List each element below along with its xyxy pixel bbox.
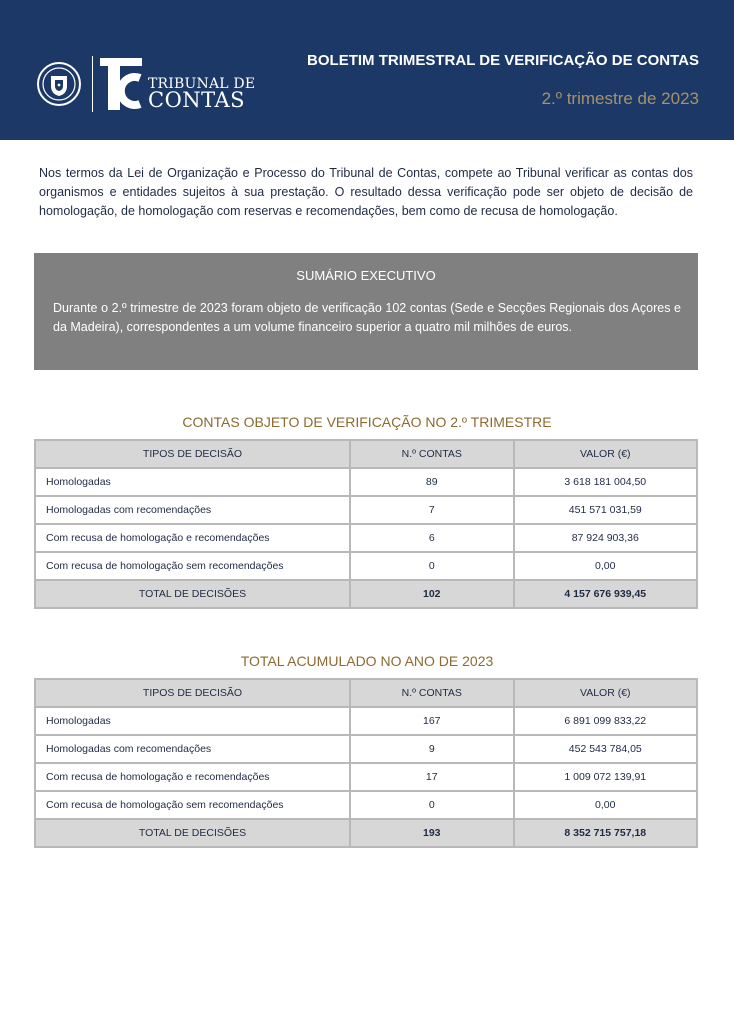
column-header: N.º CONTAS [350, 679, 514, 707]
document-period: 2.º trimestre de 2023 [541, 89, 699, 108]
account-count-cell: 0 [350, 552, 514, 580]
account-count-cell: 17 [350, 763, 514, 791]
table-row [35, 707, 697, 735]
org-name-line1: TRIBUNAL DE [148, 76, 256, 92]
table-row [35, 524, 697, 552]
column-header: N.º CONTAS [350, 440, 514, 468]
total-row [35, 580, 697, 608]
summary-title: SUMÁRIO EXECUTIVO [296, 268, 436, 283]
value-cell: 0,00 [514, 791, 697, 819]
decision-type-cell: Homologadas [35, 468, 350, 496]
decision-type-cell: Com recusa de homologação e recomendações [35, 763, 350, 791]
summary-body: Durante o 2.º trimestre de 2023 foram objeto de verificação 102 contas (Sede e Secções Regionais dos Açores e da Madeira), correspondentes a um volume financeiro superior a quatro mil milhões de euros. [53, 301, 681, 334]
decision-type-cell: Homologadas com recomendações [35, 496, 350, 524]
account-count-cell: 7 [350, 496, 514, 524]
table-row [35, 763, 697, 791]
total-count-cell: 102 [350, 580, 514, 608]
account-count-cell: 6 [350, 524, 514, 552]
org-name-line2: CONTAS [148, 88, 246, 112]
table-row [35, 496, 697, 524]
intro-paragraph: Nos termos da Lei de Organização e Processo do Tribunal de Contas, compete ao Tribunal verificar as contas dos organismos e entidades sujeitos à sua prestação. O resultado dessa verificação pode ser objeto de decisão de homologação, de homologação com reservas e recomendações, bem como de recusa de homologação. [39, 166, 693, 218]
value-cell: 87 924 903,36 [514, 524, 697, 552]
coat-of-arms-icon [36, 61, 82, 107]
quarter-table [34, 439, 698, 609]
document-title: BOLETIM TRIMESTRAL DE VERIFICAÇÃO DE CONTAS [307, 52, 699, 69]
column-header: VALOR (€) [514, 440, 697, 468]
logo-divider [92, 56, 93, 112]
header-band [0, 0, 734, 140]
decision-type-cell: Homologadas com recomendações [35, 735, 350, 763]
table-row [35, 468, 697, 496]
column-header: TIPOS DE DECISÃO [35, 679, 350, 707]
total-label-cell: TOTAL DE DECISÕES [35, 819, 350, 847]
table-row [35, 552, 697, 580]
table-row [35, 735, 697, 763]
total-label-cell: TOTAL DE DECISÕES [35, 580, 350, 608]
table-header-row [35, 679, 697, 707]
table-header-row [35, 440, 697, 468]
total-value-cell: 8 352 715 757,18 [514, 819, 697, 847]
value-cell: 451 571 031,59 [514, 496, 697, 524]
tc-monogram-icon [100, 58, 142, 110]
year-table [34, 678, 698, 848]
total-value-cell: 4 157 676 939,45 [514, 580, 697, 608]
value-cell: 452 543 784,05 [514, 735, 697, 763]
executive-summary-box [34, 253, 698, 370]
total-row [35, 819, 697, 847]
value-cell: 3 618 181 004,50 [514, 468, 697, 496]
table-row [35, 791, 697, 819]
column-header: TIPOS DE DECISÃO [35, 440, 350, 468]
decision-type-cell: Com recusa de homologação sem recomendações [35, 791, 350, 819]
value-cell: 1 009 072 139,91 [514, 763, 697, 791]
quarter-table-title: CONTAS OBJETO DE VERIFICAÇÃO NO 2.º TRIMESTRE [182, 414, 552, 430]
decision-type-cell: Com recusa de homologação sem recomendações [35, 552, 350, 580]
value-cell: 0,00 [514, 552, 697, 580]
account-count-cell: 89 [350, 468, 514, 496]
column-header: VALOR (€) [514, 679, 697, 707]
value-cell: 6 891 099 833,22 [514, 707, 697, 735]
year-table-title: TOTAL ACUMULADO NO ANO DE 2023 [240, 653, 494, 669]
account-count-cell: 9 [350, 735, 514, 763]
account-count-cell: 167 [350, 707, 514, 735]
decision-type-cell: Com recusa de homologação e recomendações [35, 524, 350, 552]
decision-type-cell: Homologadas [35, 707, 350, 735]
total-count-cell: 193 [350, 819, 514, 847]
account-count-cell: 0 [350, 791, 514, 819]
